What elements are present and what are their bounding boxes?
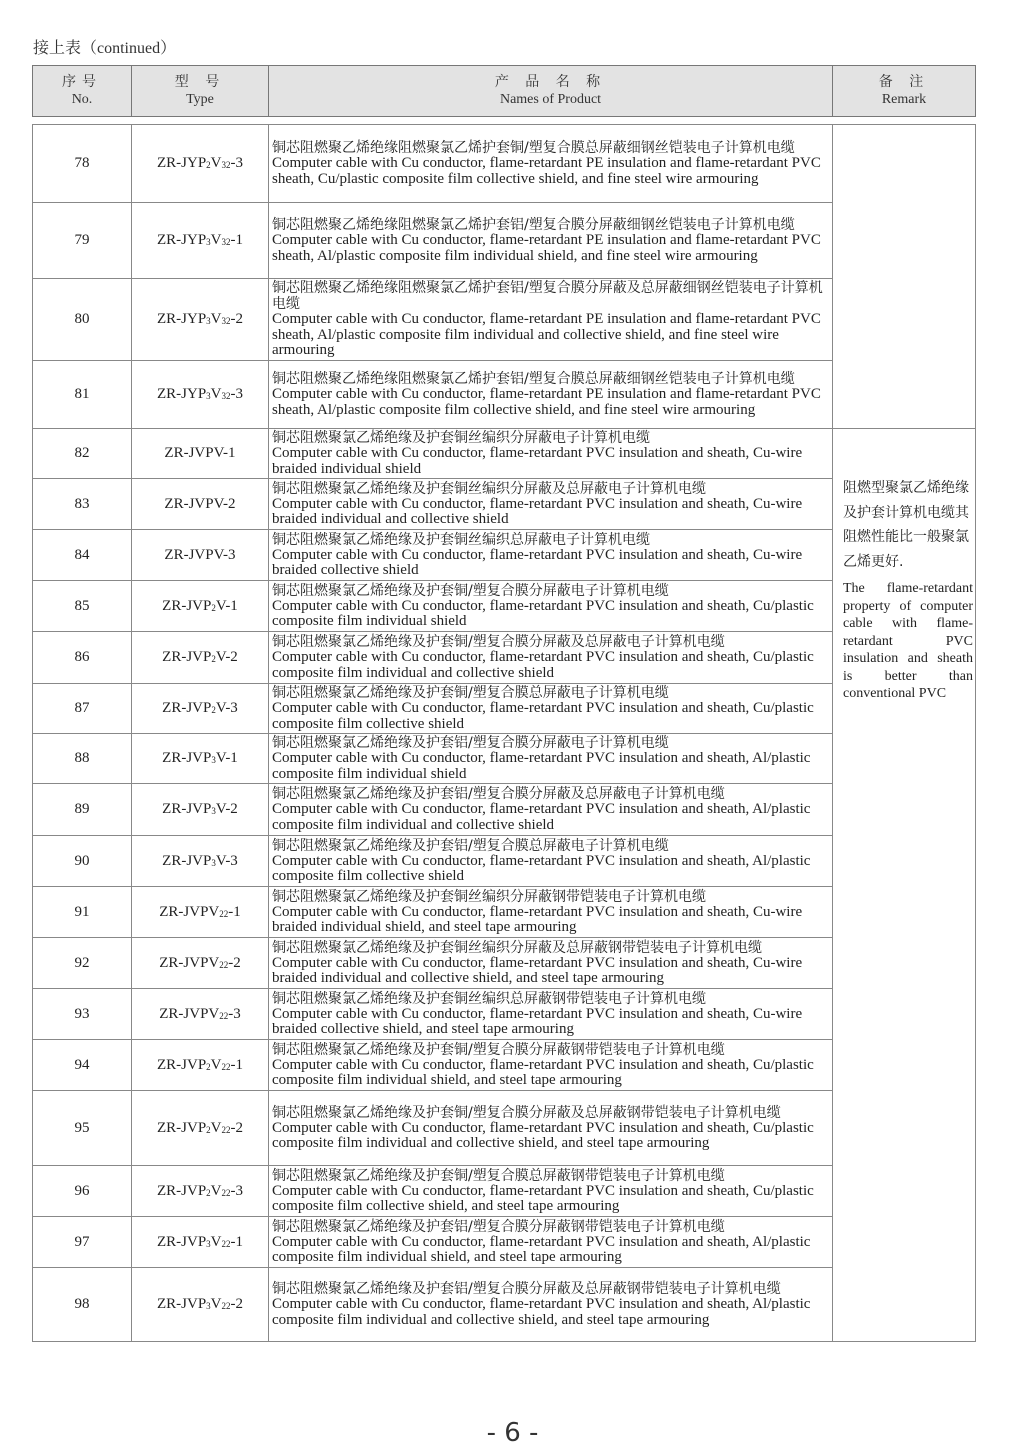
- continued-label: 接上表（continued）: [33, 40, 177, 57]
- row-number: 93: [33, 989, 132, 1040]
- product-name-en: Computer cable with Cu conductor, flame-retardant PE insulation and flame-retardant PVC sheath, Al/plastic composite film individual and collective shield, and fine steel wire armouring: [272, 311, 821, 359]
- row-product-name: [269, 361, 833, 429]
- row-number: 96: [33, 1166, 132, 1217]
- product-name-en: Computer cable with Cu conductor, flame-retardant PVC insulation and sheath, Cu-wire braided individual and collective shield: [272, 495, 803, 527]
- table-header: [32, 65, 976, 117]
- product-name-zh: 铜芯阻燃聚氯乙烯绝缘及护套铝/塑复合膜分屏蔽钢带铠装电子计算机电缆: [272, 1218, 725, 1235]
- remark-en: The flame-retardant property of computer cable with flame-retardant PVC insulation and sheath is better than conventional PVC: [843, 581, 973, 701]
- product-name-en: Computer cable with Cu conductor, flame-retardant PVC insulation and sheath, Cu/plastic composite film collective shield, and steel tape armouring: [272, 1182, 814, 1214]
- row-product-name: [269, 581, 833, 632]
- page-number: - 6 -: [486, 1418, 539, 1448]
- product-name-en: Computer cable with Cu conductor, flame-retardant PVC insulation and sheath, Al/plastic composite film collective shield: [272, 852, 811, 884]
- header-remark: 备 注 Remark: [833, 66, 976, 117]
- product-name-en: Computer cable with Cu conductor, flame-retardant PVC insulation and sheath, Cu/plastic composite film individual shield, and steel tape armouring: [272, 1056, 814, 1088]
- table-row: [33, 125, 976, 203]
- product-name-zh: 铜芯阻燃聚氯乙烯绝缘及护套铜/塑复合膜分屏蔽钢带铠装电子计算机电缆: [272, 1041, 725, 1058]
- row-number: 80: [33, 279, 132, 361]
- row-product-name: [269, 1166, 833, 1217]
- row-type: $ZR-JVP_3V-2$: [132, 784, 269, 836]
- row-type: ZR-JVPV-1: [132, 429, 269, 479]
- product-name-zh: 铜芯阻燃聚乙烯绝缘阻燃聚氯乙烯护套铝/塑复合膜分屏蔽及总屏蔽细钢丝铠装电子计算机电缆: [272, 280, 823, 313]
- row-number: 86: [33, 632, 132, 684]
- row-number: 83: [33, 479, 132, 530]
- product-table: [32, 124, 976, 1342]
- row-type: $ZR-JVP_3V-1$: [132, 734, 269, 784]
- row-type: $ZR-JVP_3V-3$: [132, 836, 269, 887]
- product-name-en: Computer cable with Cu conductor, flame-retardant PVC insulation and sheath, Cu-wire braided collective shield: [272, 546, 803, 578]
- product-name-zh: 铜芯阻燃聚氯乙烯绝缘及护套铜丝编织分屏蔽及总屏蔽电子计算机电缆: [272, 480, 706, 497]
- row-number: 78: [33, 125, 132, 203]
- row-product-name: [269, 279, 833, 361]
- row-type: $ZR-JVP_3V_{22}-1$: [132, 1217, 269, 1268]
- row-number: 89: [33, 784, 132, 836]
- row-product-name: [269, 784, 833, 836]
- row-product-name: [269, 989, 833, 1040]
- product-name-zh: 铜芯阻燃聚氯乙烯绝缘及护套铜/塑复合膜分屏蔽及总屏蔽电子计算机电缆: [272, 634, 725, 650]
- product-name-en: Computer cable with Cu conductor, flame-retardant PVC insulation and sheath, Cu/plastic composite film individual and collective shield: [272, 649, 814, 681]
- product-name-en: Computer cable with Cu conductor, flame-retardant PE insulation and flame-retardant PVC sheath, Cu/plastic composite film collective shield, and fine steel wire armouring: [272, 155, 821, 187]
- row-type: $ZR-JVP_2V-3$: [132, 684, 269, 734]
- row-product-name: [269, 887, 833, 938]
- row-product-name: [269, 938, 833, 989]
- row-number: 85: [33, 581, 132, 632]
- product-name-en: Computer cable with Cu conductor, flame-retardant PVC insulation and sheath, Cu/plastic composite film individual and collective shield, and steel tape armouring: [272, 1119, 814, 1151]
- product-name-en: Computer cable with Cu conductor, flame-retardant PVC insulation and sheath, Cu/plastic composite film individual shield: [272, 597, 814, 629]
- remark-cell: [833, 429, 976, 1342]
- row-number: 91: [33, 887, 132, 938]
- header-type: 型 号 Type: [132, 66, 269, 117]
- product-name-zh: 铜芯阻燃聚氯乙烯绝缘及护套铜丝编织分屏蔽及总屏蔽钢带铠装电子计算机电缆: [272, 939, 762, 956]
- product-name-zh: 铜芯阻燃聚氯乙烯绝缘及护套铜丝编织总屏蔽钢带铠装电子计算机电缆: [272, 990, 706, 1007]
- row-number: 79: [33, 203, 132, 279]
- product-name-zh: 铜芯阻燃聚氯乙烯绝缘及护套铝/塑复合膜分屏蔽及总屏蔽电子计算机电缆: [272, 786, 725, 802]
- table-row: [33, 429, 976, 479]
- product-name-en: Computer cable with Cu conductor, flame-retardant PVC insulation and sheath, Al/plastic composite film individual shield, and steel tape armouring: [272, 1233, 811, 1265]
- row-product-name: [269, 203, 833, 279]
- row-type: $ZR-JVP_2V_{22}-1$: [132, 1040, 269, 1091]
- remark-cell-empty: [833, 125, 976, 429]
- product-name-zh: 铜芯阻燃聚氯乙烯绝缘及护套铝/塑复合膜总屏蔽电子计算机电缆: [272, 837, 669, 854]
- row-product-name: [269, 734, 833, 784]
- row-type: ZR-JVPV-2: [132, 479, 269, 530]
- product-name-en: Computer cable with Cu conductor, flame-retardant PVC insulation and sheath, Cu-wire braided individual shield: [272, 445, 803, 477]
- row-type: $ZR-JYP_3V_{32}-1$: [132, 203, 269, 279]
- row-product-name: [269, 1217, 833, 1268]
- row-type: $ZR-JVP_3V_{22}-2$: [132, 1268, 269, 1342]
- row-type: $ZR-JVP_2V_{22}-2$: [132, 1091, 269, 1166]
- product-name-zh: 铜芯阻燃聚氯乙烯绝缘及护套铜丝编织总屏蔽电子计算机电缆: [272, 531, 650, 548]
- product-name-zh: 铜芯阻燃聚氯乙烯绝缘及护套铜丝编织分屏蔽钢带铠装电子计算机电缆: [272, 888, 706, 905]
- row-type: $ZR-JVPV_{22}-3$: [132, 989, 269, 1040]
- row-type: $ZR-JVPV_{22}-1$: [132, 887, 269, 938]
- row-type: $ZR-JYP_3V_{32}-3$: [132, 361, 269, 429]
- product-name-en: Computer cable with Cu conductor, flame-retardant PVC insulation and sheath, Cu-wire braided individual shield, and steel tape armouring: [272, 903, 803, 935]
- product-name-zh: 铜芯阻燃聚氯乙烯绝缘及护套铜丝编织分屏蔽电子计算机电缆: [272, 430, 650, 446]
- row-number: 92: [33, 938, 132, 989]
- row-product-name: [269, 125, 833, 203]
- row-number: 97: [33, 1217, 132, 1268]
- row-number: 87: [33, 684, 132, 734]
- row-number: 82: [33, 429, 132, 479]
- header-name: 产 品 名 称 Names of Product: [269, 66, 833, 117]
- row-product-name: [269, 1268, 833, 1342]
- product-name-zh: 铜芯阻燃聚氯乙烯绝缘及护套铜/塑复合膜分屏蔽电子计算机电缆: [272, 582, 669, 599]
- row-product-name: [269, 429, 833, 479]
- product-name-zh: 铜芯阻燃聚乙烯绝缘阻燃聚氯乙烯护套铝/塑复合膜分屏蔽细钢丝铠装电子计算机电缆: [272, 217, 795, 233]
- row-type: $ZR-JVP_2V-2$: [132, 632, 269, 684]
- row-number: 95: [33, 1091, 132, 1166]
- product-name-en: Computer cable with Cu conductor, flame-retardant PE insulation and flame-retardant PVC sheath, Al/plastic composite film individual shield, and fine steel wire armouring: [272, 232, 821, 264]
- product-name-zh: 铜芯阻燃聚氯乙烯绝缘及护套铜/塑复合膜总屏蔽电子计算机电缆: [272, 685, 669, 701]
- row-type: ZR-JVPV-3: [132, 530, 269, 581]
- product-name-en: Computer cable with Cu conductor, flame-retardant PE insulation and flame-retardant PVC sheath, Al/plastic composite film collective shield, and fine steel wire armouring: [272, 386, 821, 418]
- product-name-zh: 铜芯阻燃聚氯乙烯绝缘及护套铝/塑复合膜分屏蔽电子计算机电缆: [272, 735, 669, 751]
- row-type: $ZR-JVP_2V_{22}-3$: [132, 1166, 269, 1217]
- row-product-name: [269, 1040, 833, 1091]
- row-number: 90: [33, 836, 132, 887]
- row-type: $ZR-JYP_3V_{32}-2$: [132, 279, 269, 361]
- row-number: 88: [33, 734, 132, 784]
- row-product-name: [269, 479, 833, 530]
- row-number: 94: [33, 1040, 132, 1091]
- row-type: $ZR-JYP_2V_{32}-3$: [132, 125, 269, 203]
- remark-zh: 阻燃型聚氯乙烯绝缘及护套计算机电缆其阻燃性能比一般聚氯乙烯更好.: [843, 480, 969, 570]
- row-product-name: [269, 530, 833, 581]
- product-name-zh: 铜芯阻燃聚氯乙烯绝缘及护套铜/塑复合膜分屏蔽及总屏蔽钢带铠装电子计算机电缆: [272, 1104, 781, 1121]
- product-name-en: Computer cable with Cu conductor, flame-retardant PVC insulation and sheath, Al/plastic composite film individual shield: [272, 750, 811, 782]
- row-number: 98: [33, 1268, 132, 1342]
- row-product-name: [269, 632, 833, 684]
- product-name-en: Computer cable with Cu conductor, flame-retardant PVC insulation and sheath, Al/plastic composite film individual and collective shield, and steel tape armouring: [272, 1296, 811, 1328]
- product-name-zh: 铜芯阻燃聚氯乙烯绝缘及护套铝/塑复合膜分屏蔽及总屏蔽钢带铠装电子计算机电缆: [272, 1281, 781, 1297]
- product-name-en: Computer cable with Cu conductor, flame-retardant PVC insulation and sheath, Cu/plastic composite film collective shield: [272, 700, 814, 732]
- header-no: 序号 No.: [33, 66, 132, 117]
- row-product-name: [269, 836, 833, 887]
- row-product-name: [269, 1091, 833, 1166]
- row-number: 84: [33, 530, 132, 581]
- product-name-en: Computer cable with Cu conductor, flame-retardant PVC insulation and sheath, Cu-wire braided individual and collective shield, and steel tape armouring: [272, 954, 803, 986]
- product-name-en: Computer cable with Cu conductor, flame-retardant PVC insulation and sheath, Al/plastic composite film individual and collective shield: [272, 801, 811, 833]
- row-product-name: [269, 684, 833, 734]
- row-type: $ZR-JVPV_{22}-2$: [132, 938, 269, 989]
- product-name-zh: 铜芯阻燃聚乙烯绝缘阻燃聚氯乙烯护套铝/塑复合膜总屏蔽细钢丝铠装电子计算机电缆: [272, 371, 795, 387]
- product-name-en: Computer cable with Cu conductor, flame-retardant PVC insulation and sheath, Cu-wire braided collective shield, and steel tape armouring: [272, 1005, 803, 1037]
- row-number: 81: [33, 361, 132, 429]
- product-name-zh: 铜芯阻燃聚乙烯绝缘阻燃聚氯乙烯护套铜/塑复合膜总屏蔽细钢丝铠装电子计算机电缆: [272, 140, 795, 156]
- row-type: $ZR-JVP_2V-1$: [132, 581, 269, 632]
- product-name-zh: 铜芯阻燃聚氯乙烯绝缘及护套铜/塑复合膜总屏蔽钢带铠装电子计算机电缆: [272, 1167, 725, 1184]
